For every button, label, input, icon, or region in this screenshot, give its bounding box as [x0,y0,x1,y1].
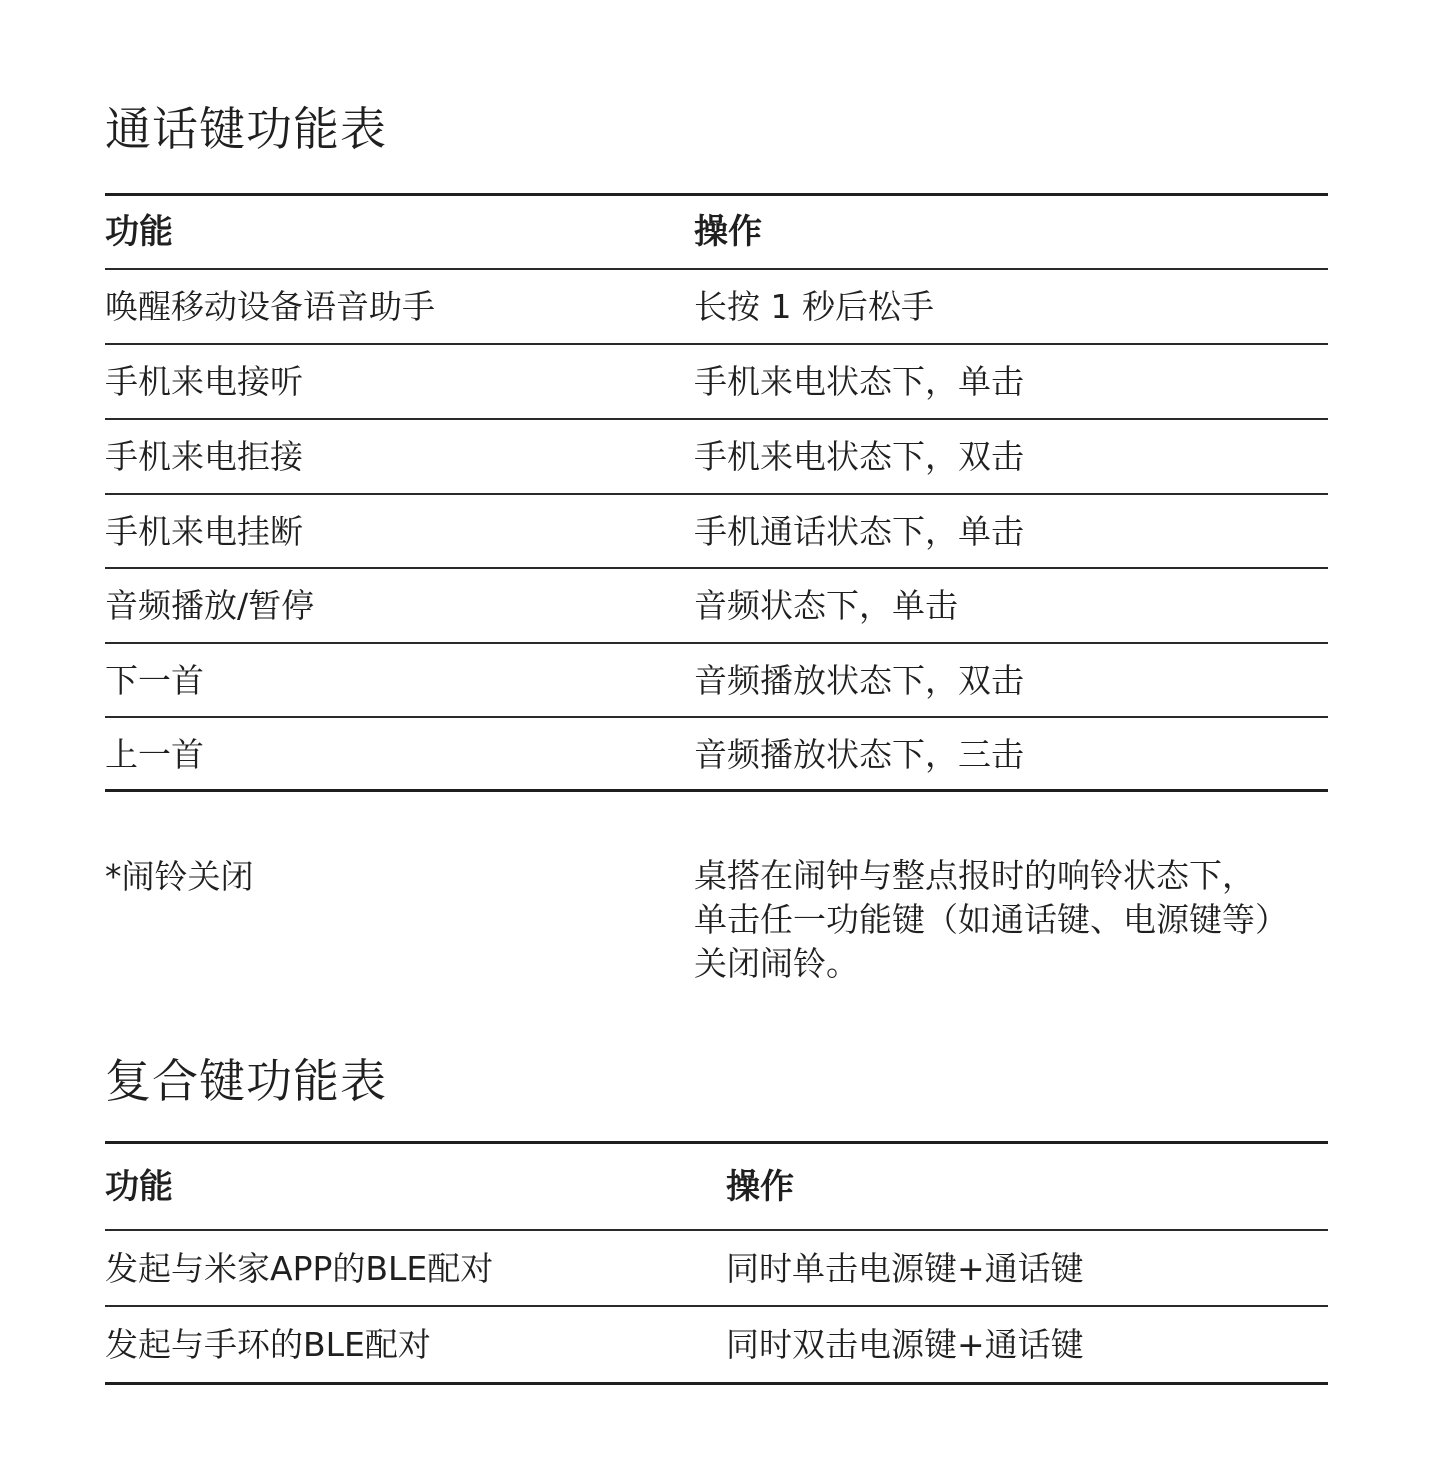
header-operation: 操作 [694,212,762,252]
row-operation: 手机来电状态下，单击 [694,362,1024,401]
table-row [105,420,1328,495]
row-operation: 手机通话状态下，单击 [694,511,1024,551]
header-function: 功能 [105,212,173,252]
table-row [105,644,1328,718]
table-row [105,569,1328,644]
row-function: 上一首 [105,735,204,774]
table-row [105,345,1328,420]
table-bottom-rule [105,1382,1328,1385]
row-function: 发起与手环的BLE配对 [105,1325,431,1364]
row-function: 发起与米家APP的BLE配对 [105,1248,494,1288]
row-function: 唤醒移动设备语音助手 [105,287,435,326]
row-operation: 同时双击电源键+通话键 [726,1325,1084,1364]
table-row [105,270,1328,345]
table-header-row [105,1144,1328,1231]
table-header-row [105,196,1328,270]
table-row [105,718,1328,791]
table-row [105,1307,1328,1382]
row-operation: 音频播放状态下，双击 [694,660,1024,700]
row-operation: 长按 1 秒后松手 [694,287,934,326]
row-function: 手机来电拒接 [105,437,303,476]
row-function: 音频播放/暂停 [105,586,315,625]
row-operation: 音频播放状态下，三击 [694,735,1024,774]
row-operation: 同时单击电源键+通话键 [726,1248,1084,1288]
row-function: 手机来电挂断 [105,511,303,551]
row-function: 下一首 [105,660,204,700]
section-title-combo-key: 复合键功能表 [105,1054,387,1108]
note-line: 桌搭在闹钟与整点报时的响铃状态下， [694,856,1255,895]
table-row [105,495,1328,569]
note-line: 关闭闹铃。 [694,944,859,983]
table-row [105,1231,1328,1307]
header-function: 功能 [105,1166,173,1207]
table-bottom-rule [105,789,1328,792]
row-operation: 手机来电状态下，双击 [694,437,1024,476]
call-key-table [105,196,1328,791]
note-label: *闹铃关闭 [105,857,254,896]
combo-key-table [105,1144,1328,1382]
note-line: 单击任一功能键（如通话键、电源键等） [694,900,1288,939]
header-operation: 操作 [726,1166,794,1207]
note-text [694,854,1288,986]
row-function: 手机来电接听 [105,362,303,401]
row-operation: 音频状态下，单击 [694,586,958,625]
section-title-call-key: 通话键功能表 [105,102,387,156]
